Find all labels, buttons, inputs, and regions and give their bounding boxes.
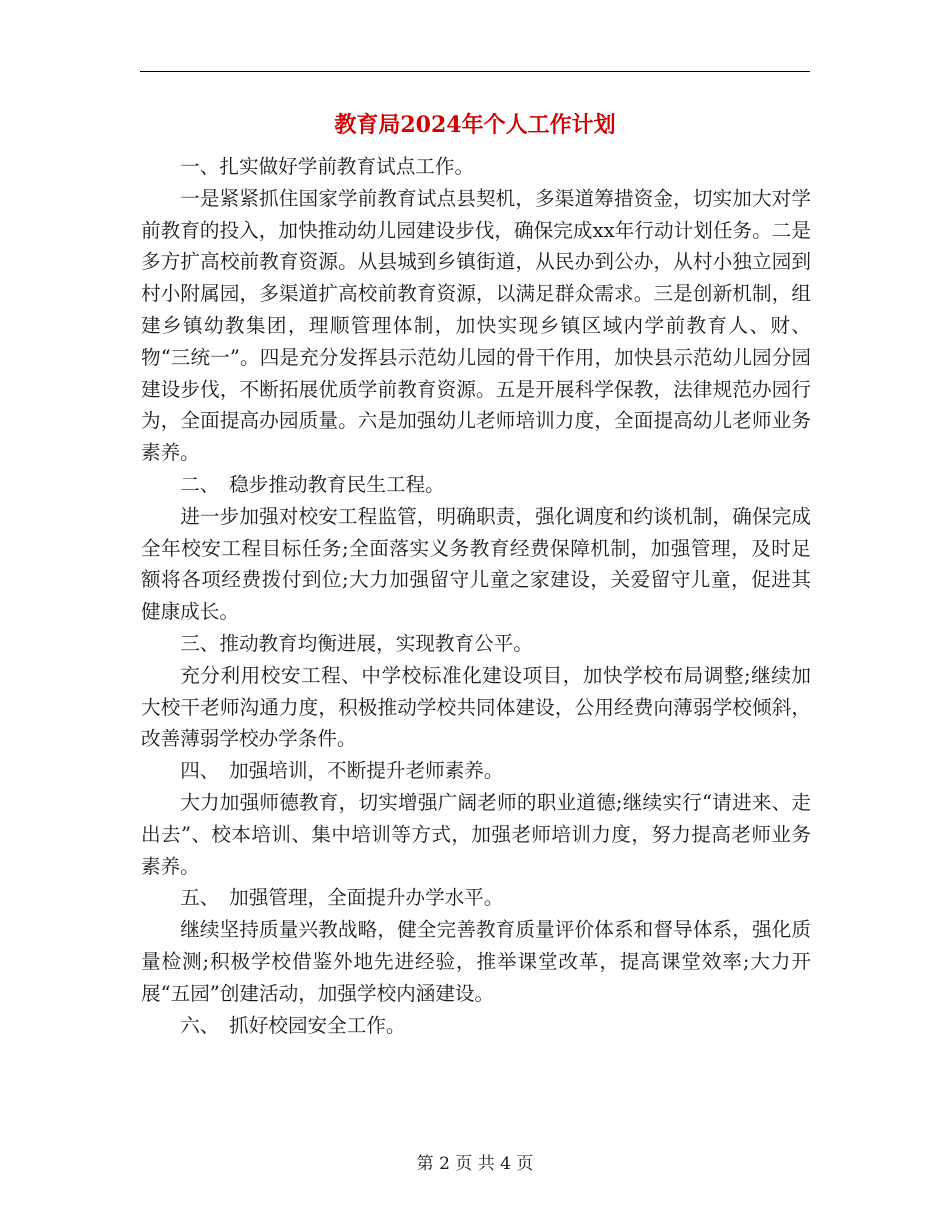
paragraph-4: 大力加强师德教育，切实增强广阔老师的职业道德;继续实行“请进来、走出去”、校本培训、集中培训等方式，加强老师培训力度，努力提高老师业务素养。	[141, 790, 811, 878]
section-heading-1: 一、扎实做好学前教育试点工作。	[180, 155, 475, 178]
section-heading-6: 六、 抓好校园安全工作。	[180, 1013, 406, 1037]
section-heading-2: 二、 稳步推动教育民生工程。	[180, 472, 445, 496]
page-footer	[140, 1152, 810, 1176]
paragraph-3: 充分利用校安工程、中学校标准化建设项目，加快学校布局调整;继续加大校干老师沟通力度，积极推动学校共同体建设，公用经费向薄弱学校倾斜，改善薄弱学校办学条件。	[141, 663, 811, 751]
header-rule	[140, 71, 810, 72]
page-number-label: 第 2 页 共 4 页	[416, 1154, 534, 1174]
section-heading-4: 四、 加强培训，不断提升老师素养。	[180, 759, 504, 783]
paragraph-1: 一是紧紧抓住国家学前教育试点县契机，多渠道筹措资金，切实加大对学前教育的投入，加快推动幼儿园建设步伐，确保完成xx年行动计划任务。二是多方扩高校前教育资源。从县城到乡镇街道，从民办到公办，从村小独立园到村小附属园，多渠道扩高校前教育资源，以满足群众需求。三是创新机制，组建乡镇幼教集团，理顺管理体制，加快实现乡镇区域内学前教育人、财、物“三统一”。四是充分发挥县示范幼儿园的骨干作用，加快县示范幼儿园分园建设步伐，不断拓展优质学前教育资源。五是开展科学保教，法律规范办园行为，全面提高办园质量。六是加强幼儿老师培训力度，全面提高幼儿老师业务素养。	[141, 186, 811, 465]
section-heading-5: 五、 加强管理，全面提升办学水平。	[180, 886, 504, 910]
paragraph-5: 继续坚持质量兴教战略，健全完善教育质量评价体系和督导体系，强化质量检测;积极学校借鉴外地先进经验，推举课堂改革，提高课堂效率;大力开展“五园”创建活动，加强学校内涵建设。	[141, 918, 811, 1005]
document-title: 教育局2024年个人工作计划	[334, 112, 616, 138]
section-heading-3: 三、推动教育均衡进展，实现教育公平。	[180, 631, 533, 655]
document-body	[141, 151, 811, 1041]
paragraph-2: 进一步加强对校安工程监管，明确职责，强化调度和约谈机制，确保完成全年校安工程目标任务;全面落实义务教育经费保障机制，加强管理，及时足额将各项经费拨付到位;大力加强留守儿童之家建设，关爱留守儿童，促进其健康成长。	[141, 504, 811, 624]
